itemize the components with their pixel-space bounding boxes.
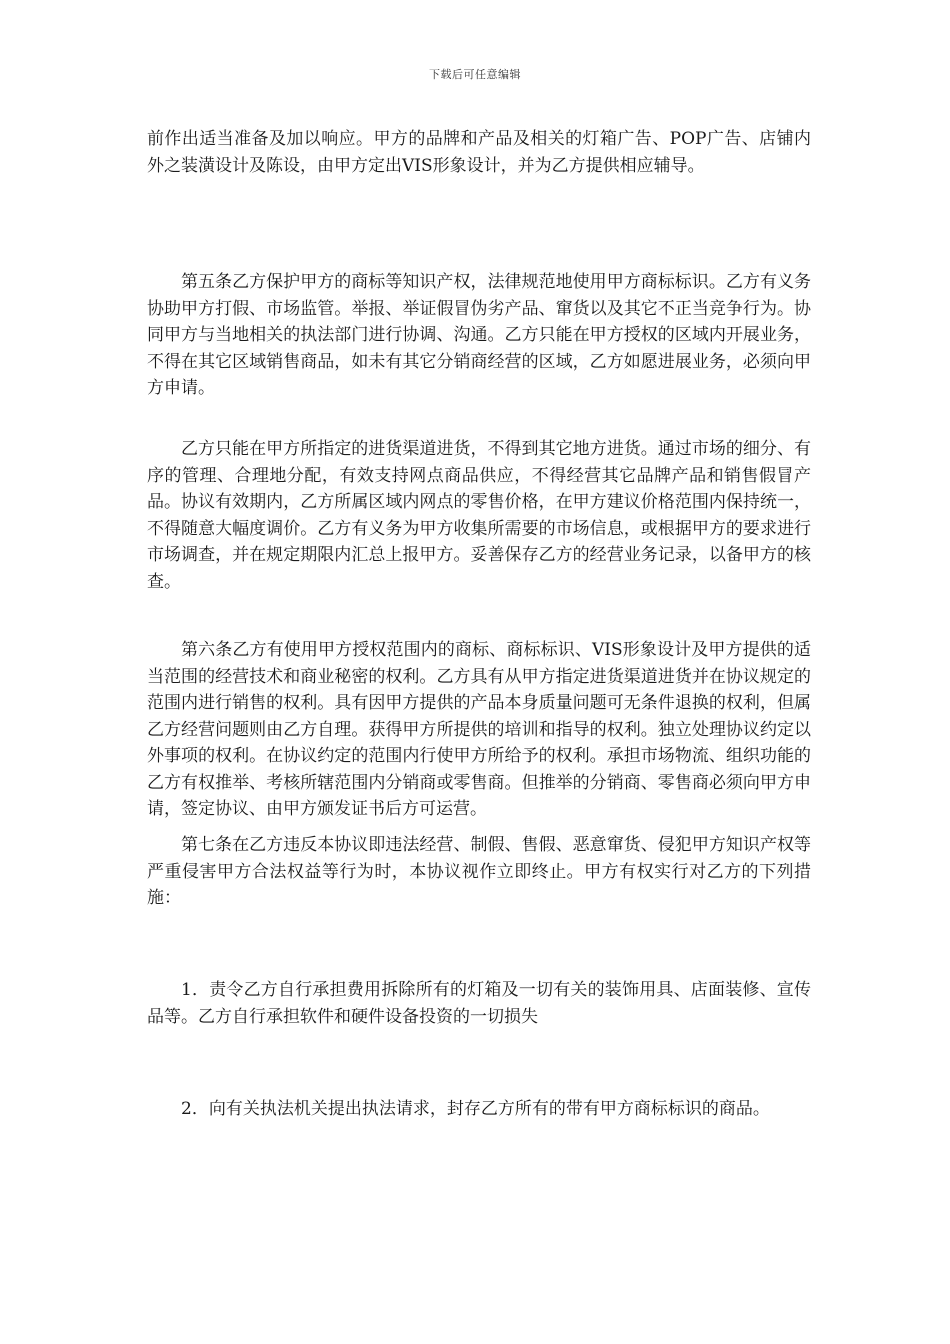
paragraph-vis-design: 前作出适当准备及加以响应。甲方的品牌和产品及相关的灯箱广告、POP广告、店铺内外之装潢设计及陈设，由甲方定出VIS形象设计，并为乙方提供相应辅导。 xyxy=(147,129,811,176)
paragraph-article-5: 第五条乙方保护甲方的商标等知识产权，法律规范地使用甲方商标标识。乙方有义务协助甲方打假、市场监管。举报、举证假冒伪劣产品、窜货以及其它不正当竞争行为。协同甲方与当地相关的执法部门进行协调、沟通。乙方只能在甲方授权的区域内开展业务，不得在其它区域销售商品，如未有其它分销商经营的区域，乙方如愿进展业务，必须向甲方申请。 xyxy=(147,272,811,398)
paragraph-purchase-channel: 乙方只能在甲方所指定的进货渠道进货，不得到其它地方进货。通过市场的细分、有序的管理、合理地分配，有效支持网点商品供应，不得经营其它品牌产品和销售假冒产品。协议有效期内，乙方所属区域内网点的零售价格，在甲方建议价格范围内保持统一，不得随意大幅度调价。乙方有义务为甲方收集所需要的市场信息，或根据甲方的要求进行市场调查，并在规定期限内汇总上报甲方。妥善保存乙方的经营业务记录，以备甲方的核查。 xyxy=(147,439,811,592)
paragraph-article-6: 第六条乙方有使用甲方授权范围内的商标、商标标识、VIS形象设计及甲方提供的适当范围的经营技术和商业秘密的权利。乙方具有从甲方指定进货渠道进货并在协议规定的范围内进行销售的权利。具有因甲方提供的产品本身质量问题可无条件退换的权利，但属乙方经营问题则由乙方自理。获得甲方所提供的培训和指导的权利。独立处理协议约定以外事项的权利。在协议约定的范围内行使甲方所给予的权利。承担市场物流、组织功能的乙方有权推举、考核所辖范围内分销商或零售商。但推举的分销商、零售商必须向甲方申请，签定协议、由甲方颁发证书后方可运营。 xyxy=(147,640,811,819)
list-item-measure-1: 1．责令乙方自行承担费用拆除所有的灯箱及一切有关的装饰用具、店面装修、宣传品等。乙方自行承担软件和硬件设备投资的一切损失 xyxy=(147,980,811,1027)
page-header: 下载后可任意编辑 xyxy=(429,68,521,81)
paragraph-article-7: 第七条在乙方违反本协议即违法经营、制假、售假、恶意窜货、侵犯甲方知识产权等严重侵害甲方合法权益等行为时，本协议视作立即终止。甲方有权实行对乙方的下列措施： xyxy=(147,835,811,908)
list-item-measure-2: 2．向有关执法机关提出执法请求，封存乙方所有的带有甲方商标标识的商品。 xyxy=(181,1099,770,1119)
